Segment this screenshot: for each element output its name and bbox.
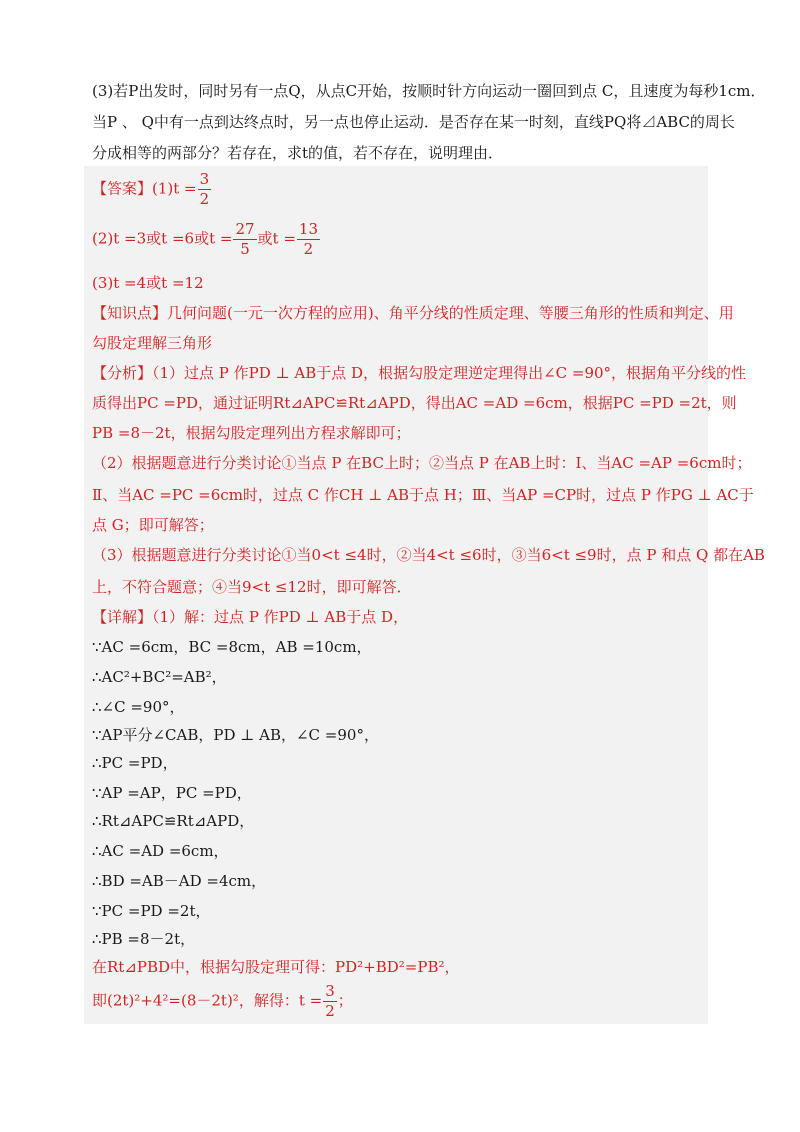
detail-line-14: 即(2t)²+4²=(8－2t)²，解得：t = $\frac{3}{2}$ ； xyxy=(92,982,353,1020)
detail-line-8: ∴Rt⊿APC≌Rt⊿APD， xyxy=(92,812,255,830)
detail-fraction: $\frac{3}{2}$ xyxy=(325,982,335,1020)
detail-line-12: ∴PB =8－2t， xyxy=(92,930,196,948)
analysis-line-7: （3）根据题意进行分类讨论①当0<t ≤4时，②当4<t ≤6时，③当6<t ≤9时，点 P 和点 Q 都在AB xyxy=(92,546,765,564)
detail-line-9: ∴AC =AD =6cm， xyxy=(92,842,229,860)
question-line-3: 分成相等的两部分？若存在，求t的值，若不存在，说明理由． xyxy=(92,144,504,162)
knowledge-line-2: 勾股定理解三角形 xyxy=(92,334,213,352)
detail-line-2: ∵AC =6cm，BC =8cm，AB =10cm， xyxy=(92,638,372,656)
detail-line-4: ∴∠C =90°， xyxy=(92,698,185,716)
detail-line-5: ∵AP平分∠CAB，PD ⊥ AB，∠C =90°， xyxy=(92,726,379,744)
detail-line-13: 在Rt⊿PBD中，根据勾股定理可得：PD²+BD²=PB²， xyxy=(92,958,460,976)
analysis-line-5: Ⅱ、当AC =PC =6cm时，过点 C 作CH ⊥ AB于点 H；Ⅲ、当AP =CP时，过点 P 作PG ⊥ AC于 xyxy=(92,486,754,504)
detail-line-3: ∴AC²+BC²=AB²， xyxy=(92,668,227,686)
answer-line-2: (2)t =3或t =6或t = $\frac{27}{5}$ 或t = $\frac{13}{2}$ xyxy=(92,220,318,258)
answer-2-fraction-a: $\frac{27}{5}$ xyxy=(235,220,255,258)
analysis-line-3: PB =8－2t，根据勾股定理列出方程求解即可； xyxy=(92,424,411,442)
detail-line-10: ∴BD =AB－AD =4cm， xyxy=(92,872,267,890)
detail-line-7: ∵AP =AP，PC =PD， xyxy=(92,784,252,802)
answer-2-fraction-b: $\frac{13}{2}$ xyxy=(298,220,318,258)
detail-line-1: 【详解】（1）解：过点 P 作PD ⊥ AB于点 D， xyxy=(92,608,409,626)
detail-line-6: ∴PC =PD， xyxy=(92,754,178,772)
answer-label: 【答案】 xyxy=(92,179,153,198)
detail-line-11: ∵PC =PD =2t， xyxy=(92,902,211,920)
analysis-line-4: （2）根据题意进行分类讨论①当点 P 在BC上时；②当点 P 在AB上时：Ⅰ、当AC =AP =6cm时； xyxy=(92,454,752,472)
analysis-line-8: 上，不符合题意；④当9<t ≤12时，即可解答． xyxy=(92,578,412,596)
answer-line-3: (3)t =4或t =12 xyxy=(92,274,204,292)
knowledge-line-1: 【知识点】几何问题(一元一次方程的应用)、角平分线的性质定理、等腰三角形的性质和判定、用 xyxy=(92,304,734,322)
analysis-line-6: 点 G；即可解答； xyxy=(92,516,214,534)
answer-line-1 xyxy=(92,172,212,207)
answer-1-prefix: (1)t = xyxy=(152,179,197,198)
analysis-line-1: 【分析】（1）过点 P 作PD ⊥ AB于点 D，根据勾股定理逆定理得出∠C =90°，根据角平分线的性 xyxy=(92,364,747,382)
answer-1-fraction: $\frac{3}{2}$ xyxy=(199,170,210,208)
question-line-2: 当P 、 Q中有一点到达终点时，另一点也停止运动．是否存在某一时刻，直线PQ将⊿ABC的周长 xyxy=(92,113,735,131)
question-line-1: (3)若P出发时，同时另有一点Q，从点C开始，按顺时针方向运动一圈回到点 C，且速度为每秒1cm． xyxy=(92,82,766,100)
analysis-line-2: 质得出PC =PD，通过证明Rt⊿APC≌Rt⊿APD，得出AC =AD =6cm，根据PC =PD =2t，则 xyxy=(92,394,737,412)
